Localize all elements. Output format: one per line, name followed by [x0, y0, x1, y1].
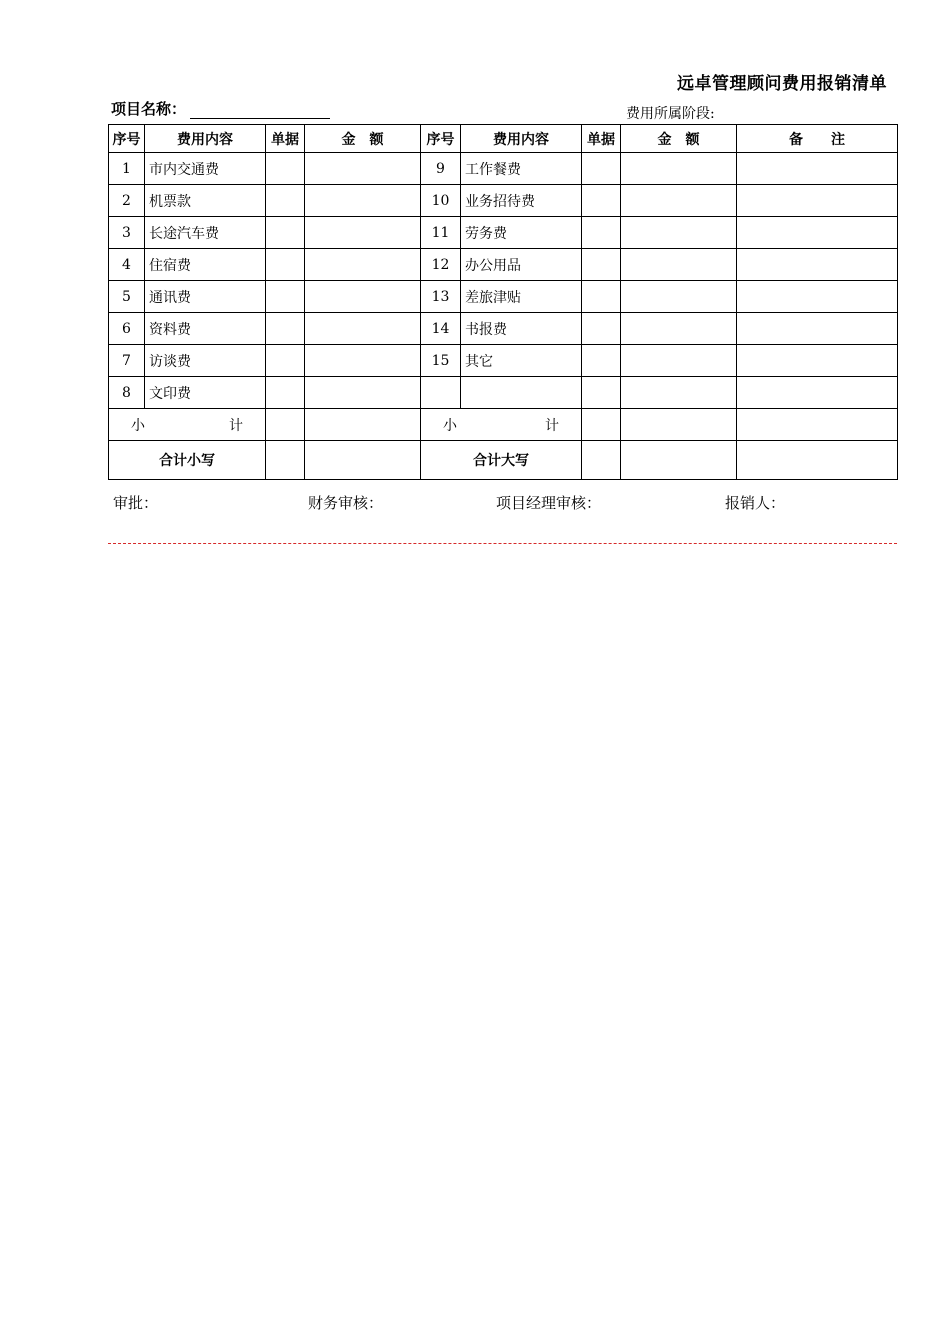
row-seq-2: 9	[421, 153, 461, 185]
total-row	[109, 441, 898, 480]
header-row	[109, 125, 898, 153]
row-expense-item: 住宿费	[145, 249, 266, 281]
total-upper-label: 合计大写	[421, 441, 582, 480]
project-name-field	[111, 98, 330, 119]
row-seq: 2	[109, 185, 145, 217]
row-seq: 6	[109, 313, 145, 345]
cut-line-divider	[108, 543, 897, 544]
row-receipt-cell-2[interactable]	[582, 249, 621, 281]
row-expense-item-2: 业务招待费	[461, 185, 582, 217]
row-receipt-cell[interactable]	[266, 313, 305, 345]
total-lower-label: 合计小写	[109, 441, 266, 480]
row-expense-item: 访谈费	[145, 345, 266, 377]
row-expense-item-2: 劳务费	[461, 217, 582, 249]
col-header-receipt-2: 单据	[582, 125, 621, 153]
table-row	[109, 345, 898, 377]
row-receipt-cell[interactable]	[266, 153, 305, 185]
row-seq: 3	[109, 217, 145, 249]
row-seq: 4	[109, 249, 145, 281]
row-amount-cell[interactable]	[305, 185, 421, 217]
table-row	[109, 281, 898, 313]
row-expense-item: 市内交通费	[145, 153, 266, 185]
subtotal-label-left: 小 计	[109, 409, 266, 441]
row-receipt-cell[interactable]	[266, 217, 305, 249]
row-amount-cell[interactable]	[305, 377, 421, 409]
row-amount-cell-2[interactable]	[621, 313, 737, 345]
col-header-content: 费用内容	[145, 125, 266, 153]
approval-signature-label: 审批：	[113, 494, 159, 512]
row-expense-item-2: 书报费	[461, 313, 582, 345]
row-receipt-cell[interactable]	[266, 281, 305, 313]
row-receipt-cell[interactable]	[266, 249, 305, 281]
total-upper-amount-cell[interactable]	[621, 441, 737, 480]
row-receipt-cell-2[interactable]	[582, 185, 621, 217]
manager-review-label: 项目经理审核：	[496, 494, 602, 512]
row-amount-cell-2[interactable]	[621, 185, 737, 217]
row-remarks-cell[interactable]	[737, 281, 898, 313]
row-seq-2: 12	[421, 249, 461, 281]
claimant-label: 报销人：	[725, 494, 786, 512]
row-receipt-cell-2[interactable]	[582, 345, 621, 377]
row-amount-cell[interactable]	[305, 345, 421, 377]
row-amount-cell[interactable]	[305, 249, 421, 281]
row-remarks-cell[interactable]	[737, 313, 898, 345]
row-expense-item-2	[461, 377, 582, 409]
row-expense-item-2: 工作餐费	[461, 153, 582, 185]
table-row	[109, 217, 898, 249]
row-seq-2: 11	[421, 217, 461, 249]
row-expense-item: 长途汽车费	[145, 217, 266, 249]
total-lower-amount-cell[interactable]	[305, 441, 421, 480]
row-receipt-cell-2[interactable]	[582, 281, 621, 313]
row-seq: 8	[109, 377, 145, 409]
subtotal-remarks-cell[interactable]	[737, 409, 898, 441]
row-expense-item: 通讯费	[145, 281, 266, 313]
subtotal-label-right: 小 计	[421, 409, 582, 441]
row-receipt-cell-2[interactable]	[582, 153, 621, 185]
row-seq: 7	[109, 345, 145, 377]
expense-table	[108, 124, 898, 480]
row-expense-item: 机票款	[145, 185, 266, 217]
finance-review-label: 财务审核：	[308, 494, 384, 512]
subtotal-receipt-cell-2[interactable]	[582, 409, 621, 441]
col-header-seq: 序号	[109, 125, 145, 153]
row-seq-2: 10	[421, 185, 461, 217]
row-remarks-cell[interactable]	[737, 185, 898, 217]
row-expense-item-2: 其它	[461, 345, 582, 377]
row-amount-cell[interactable]	[305, 153, 421, 185]
table-row	[109, 249, 898, 281]
col-header-amount-2: 金 额	[621, 125, 737, 153]
col-header-amount: 金 额	[305, 125, 421, 153]
subtotal-receipt-cell[interactable]	[266, 409, 305, 441]
form-title: 远卓管理顾问费用报销清单	[677, 74, 887, 94]
col-header-remarks: 备 注	[737, 125, 898, 153]
row-remarks-cell[interactable]	[737, 345, 898, 377]
row-receipt-cell[interactable]	[266, 377, 305, 409]
row-remarks-cell[interactable]	[737, 377, 898, 409]
table-row	[109, 153, 898, 185]
table-row	[109, 313, 898, 345]
table-row	[109, 185, 898, 217]
row-expense-item-2: 差旅津贴	[461, 281, 582, 313]
project-name-input-line[interactable]	[190, 102, 330, 119]
row-receipt-cell-2[interactable]	[582, 377, 621, 409]
total-receipt-cell[interactable]	[266, 441, 305, 480]
cost-stage-label: 费用所属阶段:	[626, 106, 715, 122]
row-amount-cell-2[interactable]	[621, 377, 737, 409]
row-expense-item: 资料费	[145, 313, 266, 345]
row-remarks-cell[interactable]	[737, 249, 898, 281]
subtotal-amount-cell[interactable]	[305, 409, 421, 441]
row-remarks-cell[interactable]	[737, 217, 898, 249]
row-remarks-cell[interactable]	[737, 153, 898, 185]
subtotal-row	[109, 409, 898, 441]
row-receipt-cell[interactable]	[266, 345, 305, 377]
subtotal-amount-cell-2[interactable]	[621, 409, 737, 441]
row-amount-cell-2[interactable]	[621, 153, 737, 185]
row-amount-cell-2[interactable]	[621, 281, 737, 313]
row-amount-cell[interactable]	[305, 217, 421, 249]
row-seq-2: 14	[421, 313, 461, 345]
row-amount-cell-2[interactable]	[621, 345, 737, 377]
row-seq: 1	[109, 153, 145, 185]
row-receipt-cell-2[interactable]	[582, 217, 621, 249]
row-amount-cell-2[interactable]	[621, 217, 737, 249]
row-receipt-cell-2[interactable]	[582, 313, 621, 345]
row-amount-cell[interactable]	[305, 313, 421, 345]
row-expense-item-2: 办公用品	[461, 249, 582, 281]
row-seq: 5	[109, 281, 145, 313]
row-seq-2: 15	[421, 345, 461, 377]
row-amount-cell[interactable]	[305, 281, 421, 313]
project-name-label: 项目名称：	[111, 100, 187, 118]
col-header-seq-2: 序号	[421, 125, 461, 153]
row-expense-item: 文印费	[145, 377, 266, 409]
total-remarks-cell[interactable]	[737, 441, 898, 480]
table-row	[109, 377, 898, 409]
row-seq-2	[421, 377, 461, 409]
col-header-content-2: 费用内容	[461, 125, 582, 153]
row-receipt-cell[interactable]	[266, 185, 305, 217]
total-receipt-cell-2[interactable]	[582, 441, 621, 480]
row-amount-cell-2[interactable]	[621, 249, 737, 281]
col-header-receipt: 单据	[266, 125, 305, 153]
row-seq-2: 13	[421, 281, 461, 313]
